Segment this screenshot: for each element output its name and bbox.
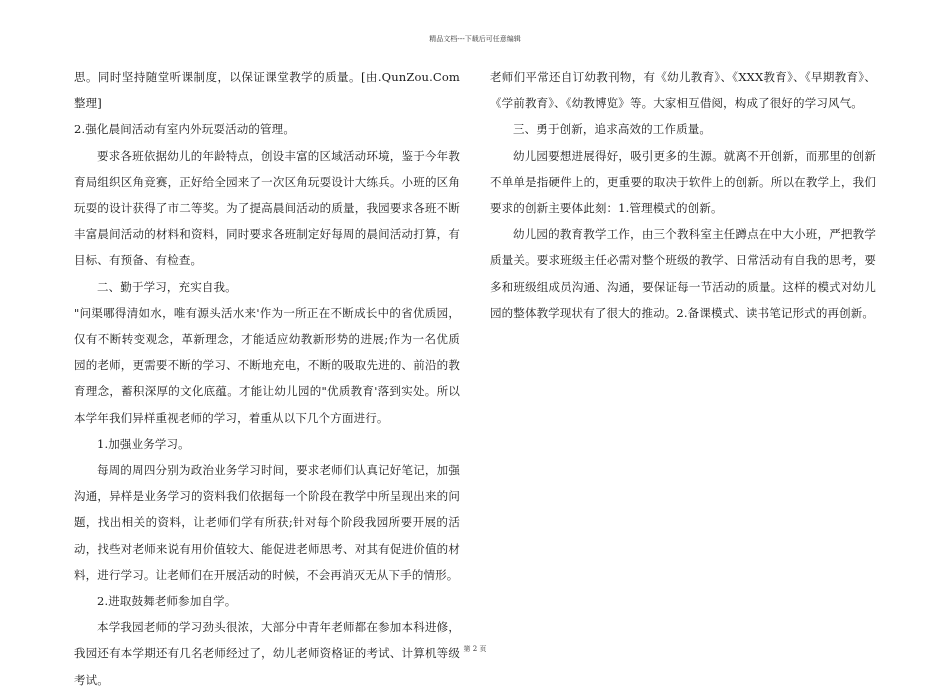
- page-header: 精品文档---下载后可任意编辑: [429, 35, 521, 43]
- subheading: 2.进取鼓舞老师参加自学。: [97, 594, 237, 609]
- paragraph: 要求各班依据幼儿的年龄特点，创设丰富的区域活动环境，鉴于今年教育局组织区角竞赛，正好给全园来了一次区角玩耍设计大练兵。小班的区角玩耍的设计获得了市二等奖。为了提高晨间活动的质量，我园要求各班不断丰富晨间活动的材料和资料，同时要求各班制定好每周的晨间活动打算，有目标、有预备、有检查。: [74, 148, 460, 268]
- left-column: [74, 64, 460, 693]
- page-number: 第 2 页: [463, 645, 487, 653]
- right-column: [490, 64, 876, 326]
- section-heading: 二、勤于学习，充实自我。: [97, 279, 237, 294]
- paragraph: "问渠哪得清如水，唯有源头活水来'作为一所正在不断成长中的省优质园，仅有不断转变观念，革新理念，才能适应幼教新形势的进展;作为一名优质园的老师，更需要不断的学习、不断地充电，不断的吸取先进的、前沿的教育理念，蓄积深厚的文化底蕴。才能让幼儿园的"优质教育'落到实处。所以本学年我们异样重视老师的学习，着重从以下几个方面进行。: [74, 305, 460, 425]
- paragraph: 思。同时坚持随堂听课制度，以保证课堂教学的质量。[由.QunZou.Com整理]: [74, 70, 460, 111]
- paragraph: 2.强化晨间活动有室内外玩耍活动的管理。: [74, 122, 295, 137]
- paragraph: 老师们平常还自订幼教刊物，有《幼儿教育》、《XXX教育》、《早期教育》、《学前教育》、《幼教博览》等。大家相互借阅，构成了很好的学习风气。: [490, 70, 876, 111]
- paragraph: 幼儿园要想进展得好，吸引更多的生源。就离不开创新，而那里的创新不单单是指硬件上的，更重要的取决于软件上的创新。所以在教学上，我们要求的创新主要体此刻：1.管理模式的创新。: [490, 148, 876, 216]
- paragraph: 本学我园老师的学习劲头很浓，大部分中青年老师都在参加本科进修，我园还有本学期还有几名老师经过了，幼儿老师资格证的考试、计算机等级考试。: [74, 620, 460, 687]
- section-heading: 三、勇于创新，追求高效的工作质量。: [513, 122, 712, 137]
- paragraph: 幼儿园的教育教学工作，由三个教科室主任蹲点在中大小班，严把教学质量关。要求班级主任必需对整个班级的教学、日常活动有自我的思考，要多和班级组成员沟通、沟通，要保证每一节活动的质量。这样的模式对幼儿园的整体教学现状有了很大的推动。2.备课模式、读书笔记形式的再创新。: [490, 227, 876, 320]
- paragraph: 每周的周四分别为政治业务学习时间，要求老师们认真记好笔记，加强沟通，异样是业务学习的资料我们依据每一个阶段在教学中所呈现出来的问题，找出相关的资料，让老师们学有所获;针对每个阶段我园所要开展的活动，找些对老师来说有用价值较大、能促进老师思考、对其有促进价值的材料，进行学习。让老师们在开展活动的时候，不会再消灭无从下手的情形。: [74, 463, 460, 582]
- subheading: 1.加强业务学习。: [97, 436, 190, 451]
